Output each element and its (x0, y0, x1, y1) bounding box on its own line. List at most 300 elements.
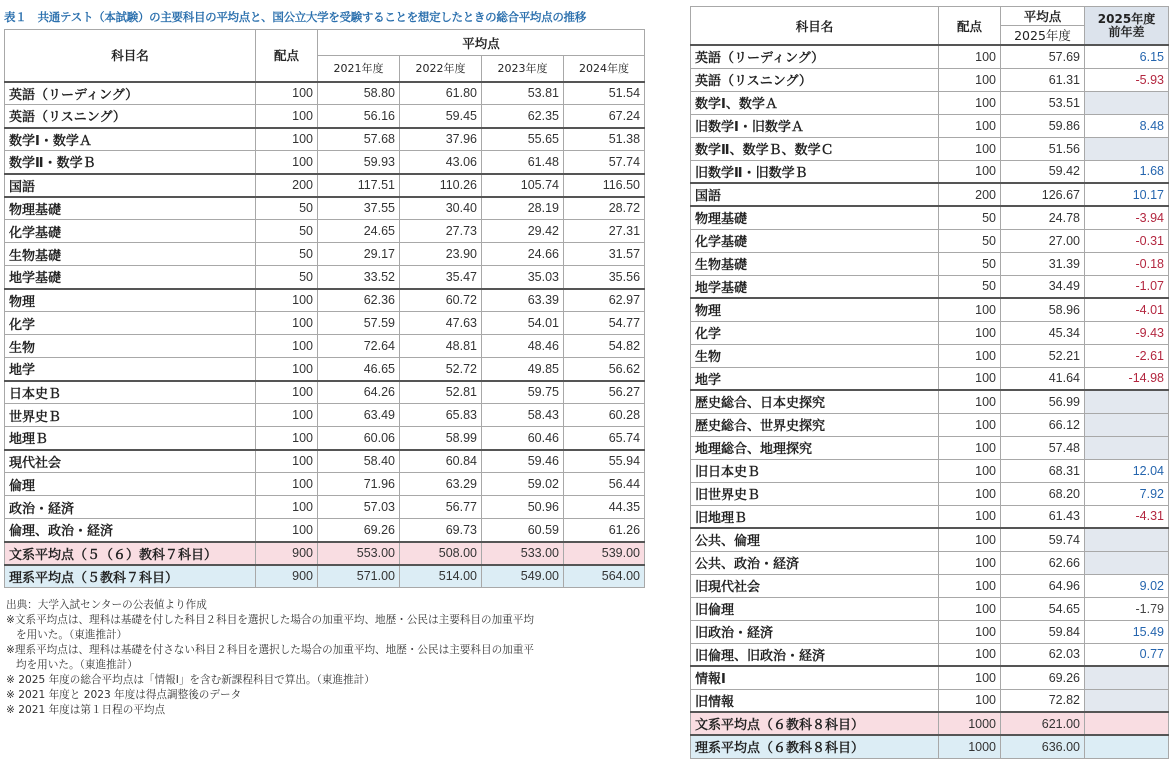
average-cell: 56.16 (318, 105, 400, 128)
average-cell: 50.96 (482, 496, 564, 519)
points-cell: 100 (939, 45, 1001, 68)
points-cell: 100 (939, 620, 1001, 643)
subject-cell: 生物 (5, 335, 256, 358)
subject-header: 科目名 (5, 30, 256, 82)
average-cell: 47.63 (400, 312, 482, 335)
average-cell: 508.00 (400, 542, 482, 565)
average-cell: 37.96 (400, 128, 482, 151)
diff-cell: 8.48 (1085, 114, 1169, 137)
source-notes (6, 598, 646, 718)
subject-cell: 生物基礎 (691, 252, 939, 275)
average-cell: 60.59 (482, 519, 564, 542)
average-cell: 44.35 (564, 496, 645, 519)
average-cell: 56.27 (564, 381, 645, 404)
table-row (691, 160, 1169, 183)
note-line: 均を用いた。（東進推計） (16, 659, 138, 671)
average-cell: 571.00 (318, 565, 400, 588)
average-cell: 57.59 (318, 312, 400, 335)
subject-cell: 地理総合、地理探究 (691, 436, 939, 459)
average-cell: 52.72 (400, 358, 482, 381)
average-cell: 55.94 (564, 450, 645, 473)
average-cell: 63.39 (482, 289, 564, 312)
table-row (5, 243, 645, 266)
average-cell: 117.51 (318, 174, 400, 197)
subject-cell: 文系平均点（５（６）教科７科目） (5, 542, 256, 565)
points-cell: 50 (939, 229, 1001, 252)
right-panel (690, 6, 1170, 759)
average-cell: 24.78 (1001, 206, 1085, 229)
points-cell: 100 (939, 482, 1001, 505)
left-panel (4, 6, 646, 588)
points-cell: 100 (939, 551, 1001, 574)
table-row (5, 174, 645, 197)
subject-cell: 情報Ⅰ (691, 666, 939, 689)
average-header: 平均点 (318, 30, 645, 56)
average-cell: 61.31 (1001, 68, 1085, 91)
points-cell: 900 (256, 565, 318, 588)
diff-header-line2: 前年差 (1108, 24, 1145, 39)
table-row (5, 381, 645, 404)
diff-cell: 12.04 (1085, 459, 1169, 482)
table-row (691, 229, 1169, 252)
average-cell: 52.81 (400, 381, 482, 404)
subject-cell: 理系平均点（５教科７科目） (5, 565, 256, 588)
average-cell: 24.66 (482, 243, 564, 266)
average-cell: 62.03 (1001, 643, 1085, 666)
table-row (691, 298, 1169, 321)
average-cell: 51.38 (564, 128, 645, 151)
average-cell: 65.74 (564, 427, 645, 450)
points-cell: 100 (256, 312, 318, 335)
subject-cell: 数学Ⅱ、数学Ｂ、数学Ｃ (691, 137, 939, 160)
table-row (5, 358, 645, 381)
table-row (5, 427, 645, 450)
points-cell: 100 (939, 114, 1001, 137)
points-cell: 100 (256, 450, 318, 473)
average-cell: 105.74 (482, 174, 564, 197)
average-cell: 57.69 (1001, 45, 1085, 68)
year-header: 2025年度 (1001, 26, 1085, 46)
diff-cell (1085, 91, 1169, 114)
average-cell: 57.68 (318, 128, 400, 151)
subject-cell: 現代社会 (5, 450, 256, 473)
subject-cell: 旧数学Ⅰ・旧数学Ａ (691, 114, 939, 137)
subject-cell: 物理基礎 (5, 197, 256, 220)
subject-cell: 英語（リーディング） (5, 82, 256, 105)
average-cell: 49.85 (482, 358, 564, 381)
subject-cell: 旧倫理 (691, 597, 939, 620)
average-cell: 30.40 (400, 197, 482, 220)
table-row (5, 473, 645, 496)
average-header: 平均点 (1001, 7, 1085, 26)
table-row (691, 482, 1169, 505)
average-cell: 28.19 (482, 197, 564, 220)
table-row (691, 712, 1169, 735)
points-cell: 100 (256, 289, 318, 312)
subject-cell: 数学Ⅰ、数学Ａ (691, 91, 939, 114)
points-cell: 100 (939, 390, 1001, 413)
diff-cell: -5.93 (1085, 68, 1169, 91)
note-line: ※ 2021 年度は第１日程の平均点 (6, 704, 166, 716)
points-cell: 100 (256, 519, 318, 542)
subject-cell: 旧地理Ｂ (691, 505, 939, 528)
subject-cell: 化学基礎 (691, 229, 939, 252)
average-cell: 58.99 (400, 427, 482, 450)
points-cell: 100 (256, 404, 318, 427)
points-cell: 100 (939, 137, 1001, 160)
points-cell: 100 (256, 381, 318, 404)
average-cell: 57.48 (1001, 436, 1085, 459)
average-cell: 62.36 (318, 289, 400, 312)
subject-cell: 国語 (5, 174, 256, 197)
subject-cell: 旧現代社会 (691, 574, 939, 597)
points-cell: 50 (256, 243, 318, 266)
table-row (691, 68, 1169, 91)
subject-cell: 地学 (5, 358, 256, 381)
year-header: 2021年度 (318, 56, 400, 82)
table-row (691, 505, 1169, 528)
subject-cell: 旧政治・経済 (691, 620, 939, 643)
subject-header: 科目名 (691, 7, 939, 46)
subject-cell: 英語（リスニング） (5, 105, 256, 128)
subject-cell: 数学Ⅰ・数学Ａ (5, 128, 256, 151)
table-row (691, 321, 1169, 344)
average-cell: 57.03 (318, 496, 400, 519)
diff-cell (1085, 712, 1169, 735)
subject-cell: 歴史総合、日本史探究 (691, 390, 939, 413)
table-row (5, 266, 645, 289)
points-cell: 100 (939, 321, 1001, 344)
average-cell: 60.46 (482, 427, 564, 450)
points-cell: 100 (939, 436, 1001, 459)
average-cell: 53.51 (1001, 91, 1085, 114)
subject-cell: 物理 (691, 298, 939, 321)
average-cell: 59.02 (482, 473, 564, 496)
points-cell: 100 (256, 335, 318, 358)
table-row (691, 390, 1169, 413)
points-cell: 1000 (939, 735, 1001, 758)
table-row (5, 151, 645, 174)
diff-header-line1: 2025年度 (1097, 11, 1156, 26)
points-cell: 100 (256, 105, 318, 128)
average-cell: 24.65 (318, 220, 400, 243)
subject-cell: 地学基礎 (691, 275, 939, 298)
average-cell: 60.84 (400, 450, 482, 473)
subject-cell: 物理基礎 (691, 206, 939, 229)
note-line: ※ 2025 年度の総合平均点は「情報Ⅰ」を含む新課程科目で算出。（東進推計） (6, 674, 375, 686)
subject-cell: 公共、倫理 (691, 528, 939, 551)
average-cell: 59.84 (1001, 620, 1085, 643)
average-cell: 62.35 (482, 105, 564, 128)
average-cell: 60.06 (318, 427, 400, 450)
average-cell: 59.86 (1001, 114, 1085, 137)
points-cell: 100 (256, 82, 318, 105)
note-line: ※ 2021 年度と 2023 年度は得点調整後のデータ (6, 689, 242, 701)
diff-cell (1085, 689, 1169, 712)
table-row (5, 519, 645, 542)
average-cell: 54.65 (1001, 597, 1085, 620)
table-row (5, 105, 645, 128)
table-row (5, 289, 645, 312)
diff-cell: -9.43 (1085, 321, 1169, 344)
average-cell: 41.64 (1001, 367, 1085, 390)
table-row (691, 137, 1169, 160)
points-cell: 100 (939, 344, 1001, 367)
table-row (691, 183, 1169, 206)
average-cell: 35.47 (400, 266, 482, 289)
table-row (691, 91, 1169, 114)
average-cell: 28.72 (564, 197, 645, 220)
average-cell: 31.57 (564, 243, 645, 266)
average-cell: 58.80 (318, 82, 400, 105)
average-cell: 23.90 (400, 243, 482, 266)
subject-cell: 政治・経済 (5, 496, 256, 519)
subject-cell: 公共、政治・経済 (691, 551, 939, 574)
table-row (691, 574, 1169, 597)
points-header: 配点 (939, 7, 1001, 46)
points-cell: 50 (939, 206, 1001, 229)
average-cell: 48.46 (482, 335, 564, 358)
diff-cell (1085, 390, 1169, 413)
subject-cell: 地学基礎 (5, 266, 256, 289)
table-row (691, 252, 1169, 275)
average-cell: 126.67 (1001, 183, 1085, 206)
points-cell: 100 (256, 427, 318, 450)
subject-cell: 旧倫理、旧政治・経済 (691, 643, 939, 666)
diff-cell (1085, 666, 1169, 689)
table-row (691, 643, 1169, 666)
average-cell: 61.43 (1001, 505, 1085, 528)
diff-cell: -1.79 (1085, 597, 1169, 620)
points-cell: 50 (256, 197, 318, 220)
diff-cell: -1.07 (1085, 275, 1169, 298)
subject-cell: 化学基礎 (5, 220, 256, 243)
subject-cell: 化学 (691, 321, 939, 344)
average-cell: 564.00 (564, 565, 645, 588)
note-line: 出典：大学入試センターの公表値より作成 (6, 599, 207, 611)
average-cell: 58.43 (482, 404, 564, 427)
year-header: 2022年度 (400, 56, 482, 82)
diff-cell: -4.31 (1085, 505, 1169, 528)
average-cell: 51.56 (1001, 137, 1085, 160)
average-cell: 63.49 (318, 404, 400, 427)
year-header: 2023年度 (482, 56, 564, 82)
table-row (5, 335, 645, 358)
note-line: ※理系平均点は、理科は基礎を付さない科目２科目を選択した場合の加重平均、地歴・公民は主要科目の加重平 (6, 644, 534, 656)
average-cell: 56.99 (1001, 390, 1085, 413)
average-cell: 549.00 (482, 565, 564, 588)
average-cell: 62.66 (1001, 551, 1085, 574)
diff-header (1085, 7, 1169, 46)
average-cell: 116.50 (564, 174, 645, 197)
average-cell: 63.29 (400, 473, 482, 496)
average-cell: 62.97 (564, 289, 645, 312)
diff-cell (1085, 735, 1169, 758)
average-cell: 56.62 (564, 358, 645, 381)
table-row (691, 666, 1169, 689)
points-cell: 100 (256, 358, 318, 381)
average-cell: 60.28 (564, 404, 645, 427)
average-cell: 61.80 (400, 82, 482, 105)
diff-cell: -4.01 (1085, 298, 1169, 321)
average-cell: 29.42 (482, 220, 564, 243)
subject-cell: 倫理 (5, 473, 256, 496)
points-cell: 50 (256, 220, 318, 243)
average-cell: 58.40 (318, 450, 400, 473)
diff-cell: -0.31 (1085, 229, 1169, 252)
average-cell: 34.49 (1001, 275, 1085, 298)
points-cell: 100 (939, 68, 1001, 91)
table-row (691, 528, 1169, 551)
points-cell: 100 (256, 473, 318, 496)
average-cell: 533.00 (482, 542, 564, 565)
average-cell: 46.65 (318, 358, 400, 381)
average-cell: 60.72 (400, 289, 482, 312)
average-cell: 48.81 (400, 335, 482, 358)
average-cell: 58.96 (1001, 298, 1085, 321)
average-cell: 72.82 (1001, 689, 1085, 712)
average-cell: 72.64 (318, 335, 400, 358)
diff-cell (1085, 528, 1169, 551)
diff-cell: 0.77 (1085, 643, 1169, 666)
diff-cell: 10.17 (1085, 183, 1169, 206)
average-cell: 553.00 (318, 542, 400, 565)
average-cell: 621.00 (1001, 712, 1085, 735)
average-cell: 37.55 (318, 197, 400, 220)
average-cell: 65.83 (400, 404, 482, 427)
average-cell: 33.52 (318, 266, 400, 289)
diff-cell: 15.49 (1085, 620, 1169, 643)
points-cell: 50 (939, 275, 1001, 298)
table-row (5, 565, 645, 588)
historical-averages-table (4, 29, 645, 588)
average-cell: 55.65 (482, 128, 564, 151)
subject-cell: 生物基礎 (5, 243, 256, 266)
table-row (5, 312, 645, 335)
subject-cell: 旧日本史Ｂ (691, 459, 939, 482)
average-cell: 67.24 (564, 105, 645, 128)
average-cell: 27.31 (564, 220, 645, 243)
average-cell: 51.54 (564, 82, 645, 105)
subject-cell: 旧情報 (691, 689, 939, 712)
diff-cell: -14.98 (1085, 367, 1169, 390)
diff-cell: 1.68 (1085, 160, 1169, 183)
subject-cell: 化学 (5, 312, 256, 335)
average-cell: 64.96 (1001, 574, 1085, 597)
table-row (691, 459, 1169, 482)
average-cell: 57.74 (564, 151, 645, 174)
subject-cell: 歴史総合、世界史探究 (691, 413, 939, 436)
diff-cell (1085, 137, 1169, 160)
diff-cell (1085, 436, 1169, 459)
table-row (691, 206, 1169, 229)
average-cell: 56.77 (400, 496, 482, 519)
table-row (691, 620, 1169, 643)
diff-cell: 6.15 (1085, 45, 1169, 68)
subject-cell: 倫理、政治・経済 (5, 519, 256, 542)
year-header: 2024年度 (564, 56, 645, 82)
average-cell: 53.81 (482, 82, 564, 105)
average-cell: 59.46 (482, 450, 564, 473)
table-row (5, 220, 645, 243)
table-row (691, 344, 1169, 367)
table-row (5, 542, 645, 565)
average-cell: 56.44 (564, 473, 645, 496)
table-row (691, 275, 1169, 298)
points-cell: 100 (939, 160, 1001, 183)
subject-cell: 物理 (5, 289, 256, 312)
average-cell: 64.26 (318, 381, 400, 404)
table-row (5, 128, 645, 151)
subject-cell: 旧世界史Ｂ (691, 482, 939, 505)
average-cell: 54.77 (564, 312, 645, 335)
table1-title: 表１ 共通テスト（本試験）の主要科目の平均点と、国公立大学を受験することを想定したときの総合平均点の推移 (4, 10, 586, 24)
table-row (691, 689, 1169, 712)
diff-cell: 9.02 (1085, 574, 1169, 597)
subject-cell: 日本史Ｂ (5, 381, 256, 404)
average-cell: 59.45 (400, 105, 482, 128)
table-row (691, 114, 1169, 137)
points-cell: 100 (939, 413, 1001, 436)
subject-cell: 国語 (691, 183, 939, 206)
average-cell: 54.01 (482, 312, 564, 335)
table-row (691, 436, 1169, 459)
note-line: ※文系平均点は、理科は基礎を付した科目２科目を選択した場合の加重平均、地歴・公民は主要科目の加重平均 (6, 614, 534, 626)
diff-cell: -2.61 (1085, 344, 1169, 367)
points-cell: 100 (939, 505, 1001, 528)
average-cell: 59.42 (1001, 160, 1085, 183)
points-cell: 100 (256, 496, 318, 519)
average-cell: 35.56 (564, 266, 645, 289)
average-cell: 69.26 (318, 519, 400, 542)
points-cell: 100 (939, 459, 1001, 482)
average-cell: 45.34 (1001, 321, 1085, 344)
points-cell: 100 (939, 528, 1001, 551)
subject-cell: 旧数学Ⅱ・旧数学Ｂ (691, 160, 939, 183)
points-cell: 100 (939, 597, 1001, 620)
subject-cell: 英語（リーディング） (691, 45, 939, 68)
subject-cell: 理系平均点（６教科８科目） (691, 735, 939, 758)
points-cell: 100 (939, 666, 1001, 689)
subject-cell: 地理Ｂ (5, 427, 256, 450)
table-row (691, 551, 1169, 574)
table-row (5, 404, 645, 427)
subject-cell: 文系平均点（６教科８科目） (691, 712, 939, 735)
average-cell: 52.21 (1001, 344, 1085, 367)
table-row (5, 197, 645, 220)
averages-2025-table (690, 6, 1169, 759)
points-cell: 100 (939, 91, 1001, 114)
average-cell: 61.26 (564, 519, 645, 542)
subject-cell: 数学Ⅱ・数学Ｂ (5, 151, 256, 174)
points-cell: 200 (939, 183, 1001, 206)
table-row (691, 45, 1169, 68)
average-cell: 29.17 (318, 243, 400, 266)
diff-cell (1085, 413, 1169, 436)
points-cell: 100 (939, 689, 1001, 712)
average-cell: 59.74 (1001, 528, 1085, 551)
points-cell: 100 (939, 367, 1001, 390)
table-row (691, 413, 1169, 436)
points-cell: 100 (939, 643, 1001, 666)
subject-cell: 世界史Ｂ (5, 404, 256, 427)
table-row (691, 367, 1169, 390)
points-cell: 100 (256, 151, 318, 174)
average-cell: 636.00 (1001, 735, 1085, 758)
points-cell: 900 (256, 542, 318, 565)
table-row (691, 735, 1169, 758)
average-cell: 68.31 (1001, 459, 1085, 482)
